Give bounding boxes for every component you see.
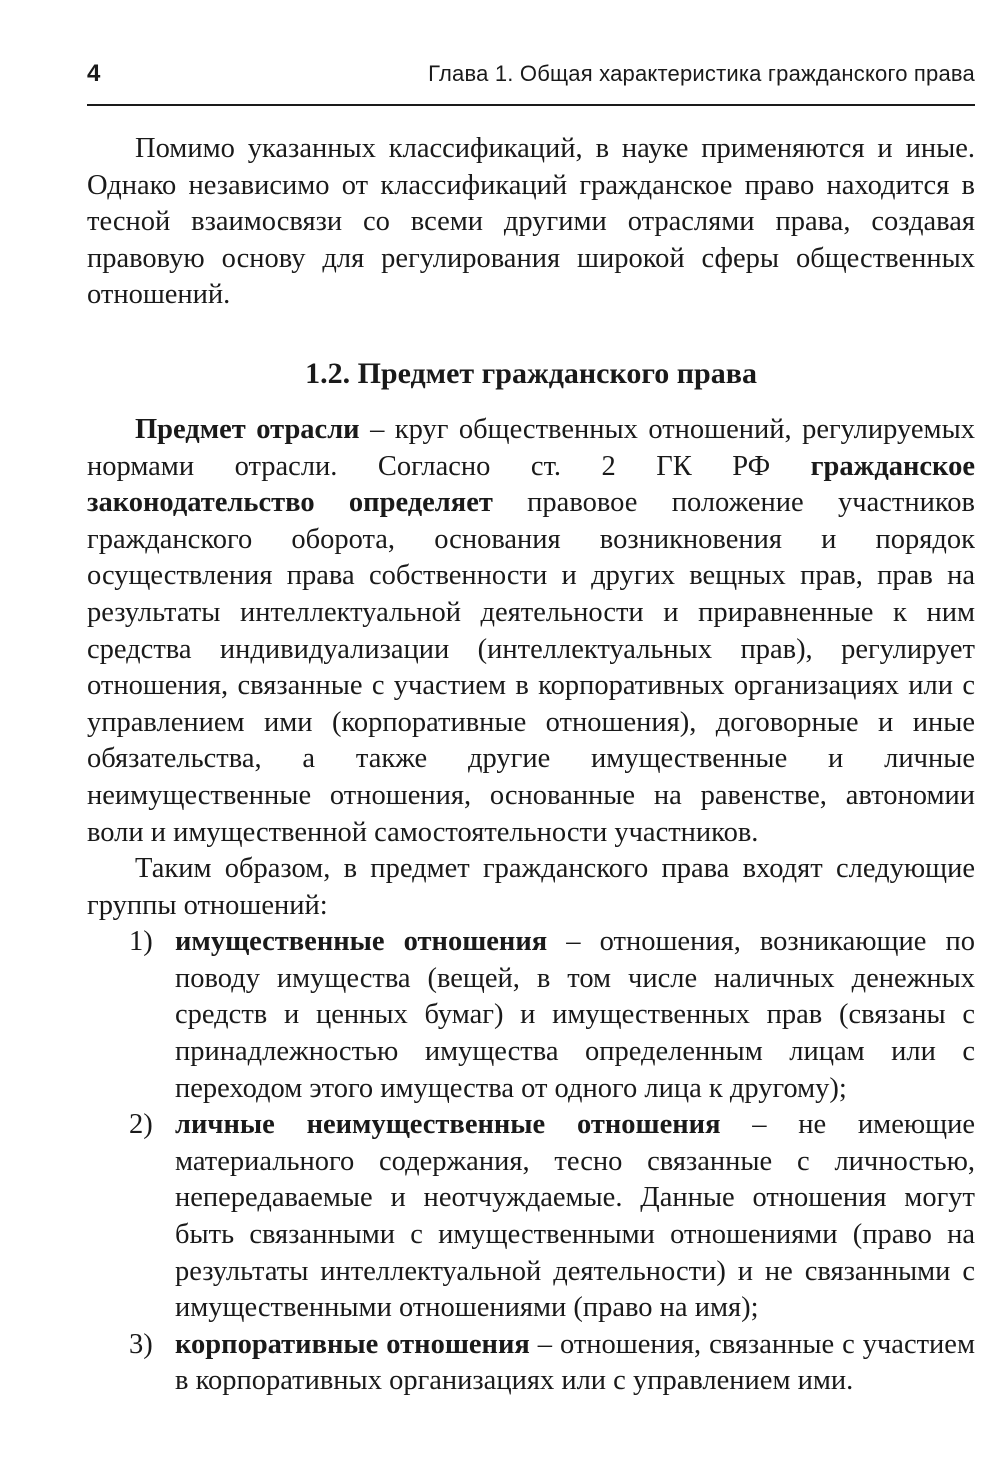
chapter-title: Глава 1. Общая характеристика гражданского права [428,61,975,86]
list-item [87,924,975,1107]
list-item [87,1107,975,1327]
page-body [87,131,975,1400]
groups-intro-paragraph: Таким образом, в предмет гражданского права входят следующие группы отношений: [87,853,975,921]
intro-paragraph: Помимо указанных классификаций, в науке применяются и иные. Однако независимо от классификаций гражданское право находится в тесной взаимосвязи со всеми другими отраслями права, создавая правовую основу для регулирования широкой сферы общественных отношений. [87,133,975,311]
list-item-body [175,1107,975,1327]
definition-term-2: гражданское законодательство определяет [87,450,975,519]
list-item-text: – отношения, возникающие по поводу имущества (вещей, в том числе наличных денежных средств и ценных бумаг) и имущественных прав (связаны с принадлежностью имущества определенным лицам или с переходом этого имущества от одного лица к другому); [175,926,975,1104]
list-item [87,1327,975,1400]
section-heading: 1.2. Предмет гражданского права [305,356,757,390]
list-item-number: 3) [129,1328,153,1360]
definition-text-1: – круг общественных отношений, регулируемых нормами отрасли. Согласно ст. 2 ГК РФ [87,413,975,482]
book-page [87,60,975,1400]
definition-term: Предмет отрасли [135,413,360,445]
list-item-term: корпоративные отношения [175,1328,530,1360]
running-header [87,60,975,106]
list-item-text: – не имеющие материального содержания, тесно связанные с личностью, непередаваемые и неотчуждаемые. Данные отношения могут быть связанными с имущественными отношениями (право на результаты интеллектуальной деятельности) и не связанными с имущественными отношениями (право на имя); [175,1109,976,1324]
list-item-term: имущественные отношения [175,926,548,958]
definition-text-2: правовое положение участников гражданского оборота, основания возникновения и порядок осуществления права собственности и других вещных прав, прав на результаты интеллектуальной деятельности и приравненные к ним средства индивидуализации (интеллектуальных прав), регулирует отношения, связанные с участием в корпоративных организациях или с управлением ими (корпоративные отношения), договорные и иные обязательства, а также другие имущественные и личные неимущественные отношения, основанные на равенстве, автономии воли и имущественной самостоятельности участников. [87,487,975,848]
list-item-term: личные неимущественные отношения [175,1109,721,1141]
list-item-body [175,1327,975,1400]
list-item-number: 1) [129,926,153,958]
list-item-number: 2) [129,1109,153,1141]
relations-list [87,924,975,1400]
list-item-text: – отношения, связанные с участием в корпоративных организациях или с управлением ими. [175,1328,975,1397]
list-item-body [175,924,975,1107]
page-number: 4 [87,60,101,87]
definition-paragraph [87,412,975,851]
